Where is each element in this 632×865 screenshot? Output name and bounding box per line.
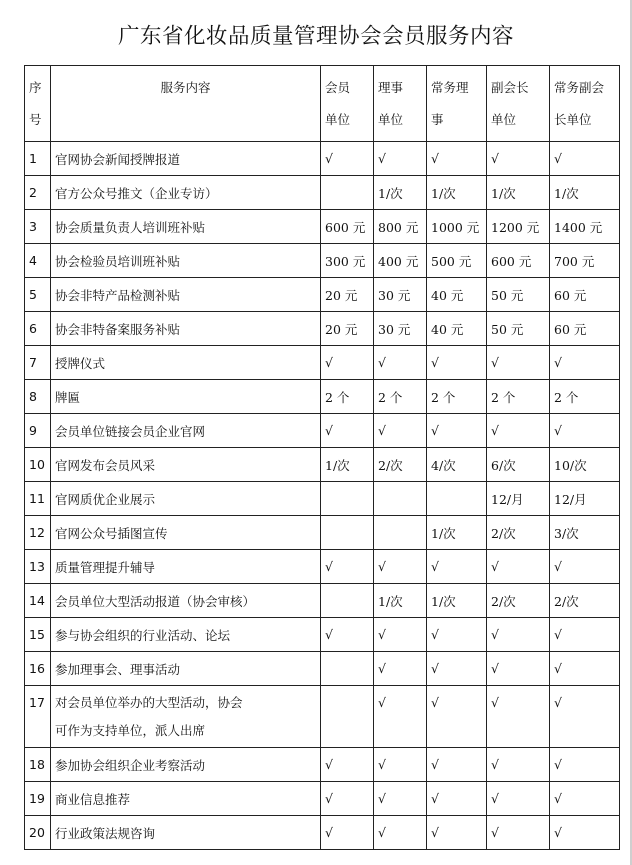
cell-executive-director: 1/次 (427, 176, 487, 210)
cell-director: 1/次 (374, 176, 427, 210)
header-service: 服务内容 (51, 66, 321, 142)
cell-executive-vice-president: √ (550, 816, 620, 850)
cell-member: √ (321, 816, 374, 850)
cell-executive-vice-president: 60 元 (550, 312, 620, 346)
cell-member: √ (321, 142, 374, 176)
service-item (51, 686, 321, 748)
service-item: 商业信息推荐 (51, 782, 321, 816)
row-number: 2 (25, 176, 51, 210)
cell-executive-vice-president: 2 个 (550, 380, 620, 414)
cell-executive-director: √ (427, 346, 487, 380)
cell-director (374, 516, 427, 550)
cell-member (321, 584, 374, 618)
cell-member (321, 686, 374, 748)
cell-vice-president: √ (487, 782, 550, 816)
table-row (25, 176, 620, 210)
cell-member: 20 元 (321, 278, 374, 312)
cell-director: √ (374, 346, 427, 380)
cell-executive-vice-president: 1400 元 (550, 210, 620, 244)
row-number: 3 (25, 210, 51, 244)
service-item: 参加协会组织企业考察活动 (51, 748, 321, 782)
service-item-line: 可作为支持单位，派人出席 (55, 723, 206, 738)
cell-executive-vice-president: 10/次 (550, 448, 620, 482)
cell-executive-director: √ (427, 686, 487, 748)
table-row (25, 618, 620, 652)
header-member: 会员 单位 (321, 66, 374, 142)
header-director: 理事 单位 (374, 66, 427, 142)
cell-member: 1/次 (321, 448, 374, 482)
cell-executive-director: √ (427, 142, 487, 176)
table-row (25, 516, 620, 550)
cell-executive-director: 500 元 (427, 244, 487, 278)
service-item: 官网质优企业展示 (51, 482, 321, 516)
cell-member: √ (321, 618, 374, 652)
cell-director: 2/次 (374, 448, 427, 482)
table-row (25, 652, 620, 686)
cell-executive-vice-president: √ (550, 550, 620, 584)
table-row (25, 244, 620, 278)
cell-vice-president: 1200 元 (487, 210, 550, 244)
cell-executive-vice-president: 12/月 (550, 482, 620, 516)
cell-member (321, 652, 374, 686)
service-item: 授牌仪式 (51, 346, 321, 380)
cell-director: √ (374, 142, 427, 176)
cell-executive-director: 1000 元 (427, 210, 487, 244)
service-item: 会员单位大型活动报道（协会审核） (51, 584, 321, 618)
cell-vice-president: 1/次 (487, 176, 550, 210)
service-item: 官网协会新闻授牌报道 (51, 142, 321, 176)
cell-vice-president: √ (487, 346, 550, 380)
table-row (25, 448, 620, 482)
table-row (25, 748, 620, 782)
cell-vice-president: 2/次 (487, 584, 550, 618)
table-row (25, 816, 620, 850)
cell-executive-director: 4/次 (427, 448, 487, 482)
row-number: 6 (25, 312, 51, 346)
service-item: 协会检验员培训班补贴 (51, 244, 321, 278)
cell-member (321, 176, 374, 210)
cell-executive-vice-president: 60 元 (550, 278, 620, 312)
service-item: 官网发布会员风采 (51, 448, 321, 482)
cell-executive-vice-president: √ (550, 686, 620, 748)
header-vice-president: 副会长 单位 (487, 66, 550, 142)
cell-executive-vice-president: √ (550, 782, 620, 816)
table-row (25, 380, 620, 414)
row-number: 11 (25, 482, 51, 516)
cell-director: 30 元 (374, 312, 427, 346)
cell-member: 20 元 (321, 312, 374, 346)
row-number: 16 (25, 652, 51, 686)
cell-executive-vice-president: √ (550, 142, 620, 176)
cell-director: 800 元 (374, 210, 427, 244)
cell-executive-vice-president: √ (550, 652, 620, 686)
cell-vice-president: 12/月 (487, 482, 550, 516)
service-item: 官方公众号推文（企业专访） (51, 176, 321, 210)
cell-executive-vice-president: √ (550, 414, 620, 448)
cell-vice-president: √ (487, 686, 550, 748)
cell-vice-president: √ (487, 618, 550, 652)
row-number: 7 (25, 346, 51, 380)
cell-director: √ (374, 748, 427, 782)
cell-executive-vice-president: √ (550, 618, 620, 652)
row-number: 4 (25, 244, 51, 278)
cell-vice-president: 6/次 (487, 448, 550, 482)
cell-director: 30 元 (374, 278, 427, 312)
cell-executive-director: √ (427, 782, 487, 816)
table-row (25, 210, 620, 244)
cell-vice-president: 2 个 (487, 380, 550, 414)
cell-executive-vice-president: √ (550, 748, 620, 782)
table-row (25, 312, 620, 346)
service-item: 牌匾 (51, 380, 321, 414)
cell-member: 2 个 (321, 380, 374, 414)
cell-executive-director: √ (427, 414, 487, 448)
cell-executive-director: √ (427, 652, 487, 686)
header-num: 序 号 (25, 66, 51, 142)
cell-executive-vice-president: 3/次 (550, 516, 620, 550)
cell-member (321, 482, 374, 516)
row-number: 12 (25, 516, 51, 550)
cell-executive-director: 1/次 (427, 516, 487, 550)
cell-executive-director: √ (427, 618, 487, 652)
table-row (25, 782, 620, 816)
cell-executive-director: √ (427, 816, 487, 850)
cell-vice-president: √ (487, 414, 550, 448)
service-item: 协会质量负责人培训班补贴 (51, 210, 321, 244)
table-row (25, 278, 620, 312)
cell-director: √ (374, 618, 427, 652)
cell-executive-vice-president: 700 元 (550, 244, 620, 278)
row-number: 19 (25, 782, 51, 816)
cell-vice-president: √ (487, 816, 550, 850)
cell-director: √ (374, 782, 427, 816)
cell-director: √ (374, 816, 427, 850)
cell-executive-director: √ (427, 748, 487, 782)
cell-director: 2 个 (374, 380, 427, 414)
cell-executive-director: 40 元 (427, 278, 487, 312)
cell-vice-president: 50 元 (487, 312, 550, 346)
table-row (25, 550, 620, 584)
service-item: 参加理事会、理事活动 (51, 652, 321, 686)
service-item: 官网公众号插图宣传 (51, 516, 321, 550)
cell-member: √ (321, 782, 374, 816)
cell-director: 1/次 (374, 584, 427, 618)
cell-member: √ (321, 748, 374, 782)
cell-executive-director: 40 元 (427, 312, 487, 346)
cell-vice-president: √ (487, 142, 550, 176)
service-item: 协会非特产品检测补贴 (51, 278, 321, 312)
table-row (25, 686, 620, 748)
cell-vice-president: √ (487, 748, 550, 782)
cell-executive-vice-president: √ (550, 346, 620, 380)
member-services-table (24, 65, 620, 850)
table-row (25, 142, 620, 176)
row-number: 15 (25, 618, 51, 652)
row-number: 1 (25, 142, 51, 176)
table-header-row (25, 66, 620, 142)
cell-director: √ (374, 686, 427, 748)
cell-director: √ (374, 414, 427, 448)
cell-vice-president: 50 元 (487, 278, 550, 312)
cell-member (321, 516, 374, 550)
cell-vice-president: 600 元 (487, 244, 550, 278)
table-row (25, 482, 620, 516)
cell-vice-president: √ (487, 652, 550, 686)
row-number: 13 (25, 550, 51, 584)
header-executive-director: 常务理 事 (427, 66, 487, 142)
service-item: 会员单位链接会员企业官网 (51, 414, 321, 448)
page-title: 广东省化妆品质量管理协会会员服务内容 (117, 24, 514, 49)
row-number: 14 (25, 584, 51, 618)
cell-director: √ (374, 550, 427, 584)
service-item: 参与协会组织的行业活动、论坛 (51, 618, 321, 652)
cell-member: √ (321, 550, 374, 584)
cell-executive-vice-president: 2/次 (550, 584, 620, 618)
cell-member: 300 元 (321, 244, 374, 278)
cell-vice-president: √ (487, 550, 550, 584)
table-row (25, 584, 620, 618)
cell-vice-president: 2/次 (487, 516, 550, 550)
cell-member: √ (321, 346, 374, 380)
row-number: 10 (25, 448, 51, 482)
cell-executive-director (427, 482, 487, 516)
cell-director: √ (374, 652, 427, 686)
row-number: 18 (25, 748, 51, 782)
row-number: 17 (25, 686, 51, 748)
header-executive-vice-president: 常务副会 长单位 (550, 66, 620, 142)
table-row (25, 414, 620, 448)
cell-executive-director: 2 个 (427, 380, 487, 414)
row-number: 8 (25, 380, 51, 414)
table-row (25, 346, 620, 380)
service-item: 质量管理提升辅导 (51, 550, 321, 584)
cell-director (374, 482, 427, 516)
service-item: 协会非特备案服务补贴 (51, 312, 321, 346)
service-item: 行业政策法规咨询 (51, 816, 321, 850)
row-number: 20 (25, 816, 51, 850)
service-item-line: 对会员单位举办的大型活动，协会 (55, 695, 243, 710)
cell-member: 600 元 (321, 210, 374, 244)
cell-member: √ (321, 414, 374, 448)
cell-director: 400 元 (374, 244, 427, 278)
cell-executive-director: 1/次 (427, 584, 487, 618)
cell-executive-director: √ (427, 550, 487, 584)
cell-executive-vice-president: 1/次 (550, 176, 620, 210)
row-number: 5 (25, 278, 51, 312)
row-number: 9 (25, 414, 51, 448)
